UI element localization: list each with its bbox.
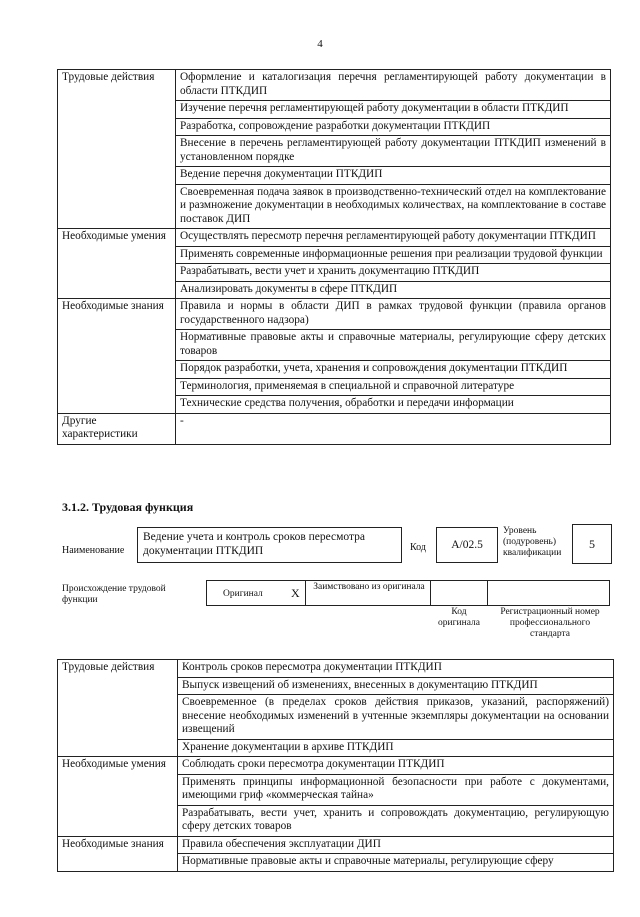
list-item: Терминология, применяемая в специальной и справочной литературе — [176, 378, 611, 396]
list-item: Порядок разработки, учета, хранения и сопровождения документации ПТКДИП — [176, 361, 611, 379]
table-row — [58, 413, 611, 444]
function-name-box — [137, 527, 402, 563]
list-item: Хранение документации в архиве ПТКДИП — [178, 739, 614, 757]
code-label: Код — [410, 542, 426, 553]
section-label: Необходимые умения — [58, 229, 176, 299]
table-row — [58, 836, 614, 854]
section-label: Необходимые знания — [58, 836, 178, 871]
code-value: A/02.5 — [451, 539, 483, 551]
list-item: Оформление и каталогизация перечня регламентирующей работу документации в области ПТКДИП — [176, 70, 611, 101]
list-item: Анализировать документы в сфере ПТКДИП — [176, 281, 611, 299]
code-box — [436, 527, 498, 563]
list-item: Изучение перечня регламентирующей работу документации в области ПТКДИП — [176, 101, 611, 119]
name-label: Наименование — [62, 545, 125, 556]
list-item: Правила обеспечения эксплуатации ДИП — [178, 836, 614, 854]
original-cell — [206, 580, 306, 606]
list-item: Ведение перечня документации ПТКДИП — [176, 167, 611, 185]
labor-function-table-2 — [57, 659, 614, 872]
section-label: Трудовые действия — [58, 660, 178, 757]
table-row — [58, 70, 611, 101]
list-item: Соблюдать сроки пересмотра документации ПТКДИП — [178, 757, 614, 775]
origin-label: Происхождение трудовой функции — [62, 584, 166, 605]
page-number: 4 — [317, 38, 323, 50]
section-label: Другие характеристики — [58, 413, 176, 444]
table-row — [58, 757, 614, 775]
list-item: Правила и нормы в области ДИП в рамках трудовой функции (правила органов государственного надзора) — [176, 299, 611, 330]
table-row — [58, 299, 611, 330]
reg-number-label: Регистрационный номер профессионального стандарта — [500, 607, 600, 639]
section-label: Необходимые знания — [58, 299, 176, 414]
list-item: Осуществлять пересмотр перечня регламентирующей работу документации ПТКДИП — [176, 229, 611, 247]
list-item: Нормативные правовые акты и справочные материалы, регулирующие сферу — [178, 854, 614, 872]
table-row — [58, 660, 614, 678]
code-original-label: Код оригинала — [438, 607, 480, 628]
original-mark: X — [291, 586, 300, 600]
borrowed-label: Заимствовано из оригинала — [313, 582, 425, 592]
level-value: 5 — [589, 537, 595, 551]
list-item: Своевременное (в пределах сроков действия приказов, указаний, распоряжений) внесение необходимых изменений в учтенные экземпляры документации на основании извещений — [178, 695, 614, 740]
level-label: Уровень (подуровень) квалификации — [503, 526, 562, 558]
list-item: Своевременная подача заявок в производственно-технический отдел на комплектование и размножение документации в необходимых количествах, на комплектование в составе поставок ДИП — [176, 184, 611, 229]
section-label: Необходимые умения — [58, 757, 178, 837]
list-item: Разрабатывать, вести учет и хранить документацию ПТКДИП — [176, 264, 611, 282]
list-item: Технические средства получения, обработки и передачи информации — [176, 396, 611, 414]
list-item: Разрабатывать, вести учет, хранить и сопровождать документацию, регулирующую сферу детских товаров — [178, 805, 614, 836]
section-label: Трудовые действия — [58, 70, 176, 229]
level-box — [572, 524, 612, 564]
labor-function-table-1 — [57, 69, 611, 445]
list-item: Выпуск извещений об изменениях, внесенных в документацию ПТКДИП — [178, 677, 614, 695]
original-label: Оригинал — [223, 589, 263, 599]
list-item: Нормативные правовые акты и справочные материалы, регулирующие сферу детских товаров — [176, 330, 611, 361]
list-item: - — [176, 413, 611, 444]
code-original-cell — [430, 580, 488, 606]
list-item: Контроль сроков пересмотра документации ПТКДИП — [178, 660, 614, 678]
list-item: Применять современные информационные решения при реализации трудовой функции — [176, 246, 611, 264]
list-item: Применять принципы информационной безопасности при работе с документами, имеющими гриф «коммерческая тайна» — [178, 774, 614, 805]
function-name: Ведение учета и контроль сроков пересмотра документации ПТКДИП — [143, 531, 366, 557]
table-row — [58, 229, 611, 247]
section-title: 3.1.2. Трудовая функция — [62, 500, 194, 514]
list-item: Разработка, сопровождение разработки документации ПТКДИП — [176, 118, 611, 136]
list-item: Внесение в перечень регламентирующей работу документации ПТКДИП изменений в установленном порядке — [176, 136, 611, 167]
